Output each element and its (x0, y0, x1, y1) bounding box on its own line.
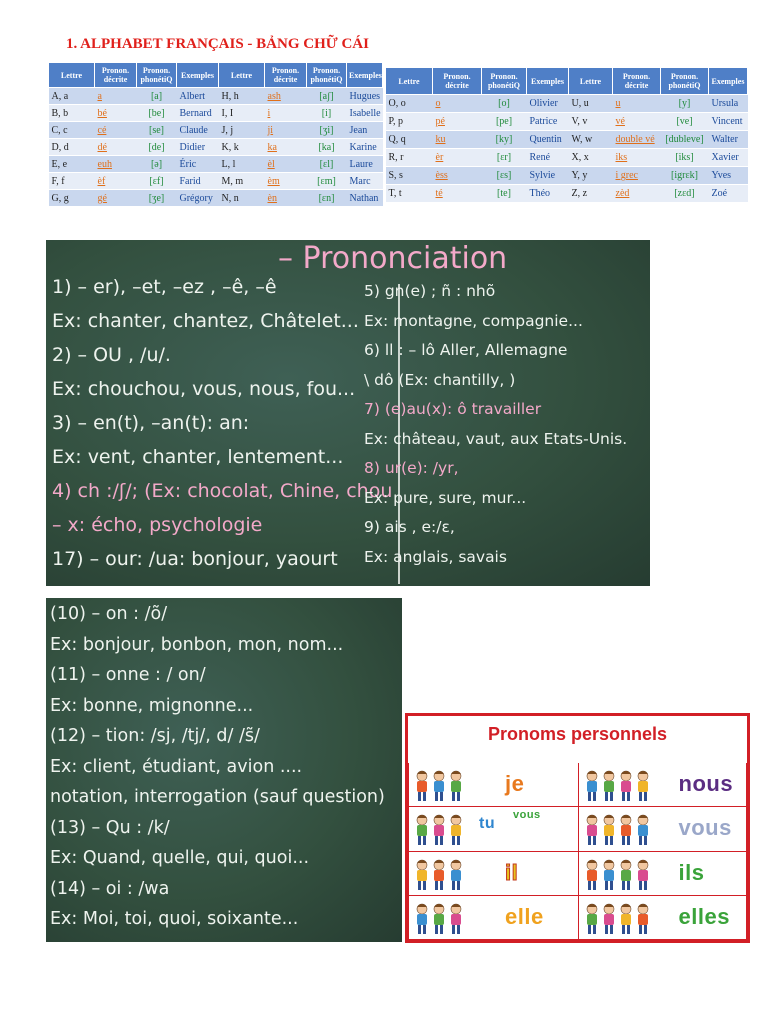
chalk-line: 6) ll : – lô Aller, Allemagne (364, 341, 568, 359)
table-cell: [y] (661, 95, 709, 113)
pronoun-label: elles (678, 903, 730, 929)
table-cell: ji (265, 122, 307, 139)
column-header: Lettre (219, 63, 265, 88)
table-header-row (386, 68, 748, 95)
table-cell: ku (433, 131, 482, 149)
table-cell: René (527, 149, 569, 167)
table-cell: Yves (709, 167, 748, 185)
chalk-line: notation, interrogation (sauf question) (50, 787, 385, 807)
table-cell: T, t (386, 185, 433, 203)
alphabet-table-right (385, 67, 748, 203)
table-cell: Karine (347, 139, 383, 156)
table-cell: Éric (177, 156, 219, 173)
people-illustration (585, 857, 655, 896)
table-row (49, 173, 383, 190)
column-header: Lettre (569, 68, 613, 95)
table-cell: S, s (386, 167, 433, 185)
table-cell: R, r (386, 149, 433, 167)
chalkboard-pronunciation (46, 240, 650, 586)
table-cell: [o] (482, 95, 527, 113)
table-cell: èr (433, 149, 482, 167)
people-illustration (415, 812, 468, 851)
table-cell: I, I (219, 105, 265, 122)
pronoun-label: nous (678, 771, 734, 796)
table-cell: [te] (482, 185, 527, 203)
table-cell: [ky] (482, 131, 527, 149)
table-cell: èn (265, 190, 307, 207)
people-illustration (585, 768, 655, 807)
table-cell: èl (265, 156, 307, 173)
table-cell: [ɛm] (307, 173, 347, 190)
table-cell: i grec (613, 167, 661, 185)
column-header: Exemples (347, 63, 383, 88)
table-cell: ka (265, 139, 307, 156)
table-cell: Walter (709, 131, 748, 149)
table-cell: Y, y (569, 167, 613, 185)
people-illustration (415, 901, 468, 940)
table-cell: u (613, 95, 661, 113)
chalk-line: Ex: bonne, mignonne... (50, 695, 254, 716)
table-cell: [dubleve] (661, 131, 709, 149)
table-cell: [be] (137, 105, 177, 122)
column-header: Pronon. phonétiQ (137, 63, 177, 88)
column-header: Lettre (49, 63, 95, 88)
table-cell: euh (95, 156, 137, 173)
pronoun-cell (408, 763, 578, 807)
table-cell: [ka] (307, 139, 347, 156)
table-row (386, 113, 748, 131)
column-header: Pronon. phonétiQ (307, 63, 347, 88)
table-row (386, 149, 748, 167)
chalk-line: 5) gn(e) ; ñ : nhõ (364, 282, 496, 300)
table-cell: V, v (569, 113, 613, 131)
table-cell: Albert (177, 88, 219, 105)
page-title: 1. ALPHABET FRANÇAIS - BẢNG CHỮ CÁI (66, 36, 369, 52)
table-cell: J, j (219, 122, 265, 139)
pronoun-label: il (505, 859, 519, 885)
table-cell: [ɛs] (482, 167, 527, 185)
table-row (386, 131, 748, 149)
table-cell: [ə] (137, 156, 177, 173)
table-cell: Hugues (347, 88, 383, 105)
people-illustration (415, 768, 468, 807)
table-row (49, 88, 383, 105)
column-header: Pronon. phonétiQ (661, 68, 709, 95)
chalk-line: Ex: Quand, quelle, qui, quoi... (50, 848, 310, 868)
table-cell: [iks] (661, 149, 709, 167)
table-cell: [se] (137, 122, 177, 139)
table-cell: cé (95, 122, 137, 139)
table-cell: o (433, 95, 482, 113)
pronoun-cell (578, 852, 748, 896)
chalk-line: Ex: anglais, savais (364, 547, 507, 566)
chalk-line: (14) – oi : /wa (50, 878, 170, 899)
chalk-line: 9) ais , e:/ɛ, (364, 518, 455, 536)
chalk-line: Ex: vent, chanter, lentement... (52, 446, 344, 468)
table-cell: B, b (49, 105, 95, 122)
people-illustration (585, 812, 655, 851)
chalk-line: Ex: pure, sure, mur... (364, 488, 527, 507)
table-row (49, 122, 383, 139)
pronoun-cell (578, 763, 748, 807)
table-cell: gé (95, 190, 137, 207)
chalk-line: Ex: montagne, compagnie... (364, 311, 583, 330)
chalk-line: 17) – our: /ua: bonjour, yaourt (52, 548, 338, 570)
chalk-line: 8) ur(e): /yr, (364, 459, 459, 477)
table-cell: P, p (386, 113, 433, 131)
table-cell: Patrice (527, 113, 569, 131)
chalk-line: Ex: bonjour, bonbon, mon, nom... (50, 634, 344, 655)
table-cell: Laure (347, 156, 383, 173)
table-cell: [ɛl] (307, 156, 347, 173)
table-cell: L, l (219, 156, 265, 173)
people-illustration (415, 857, 468, 896)
table-cell: Bernard (177, 105, 219, 122)
chalk-line: 3) – en(t), –an(t): an: (52, 412, 250, 434)
table-cell: double vé (613, 131, 661, 149)
table-cell: a (95, 88, 137, 105)
table-row (49, 139, 383, 156)
column-header: Pronon. décrite (613, 68, 661, 95)
table-cell: èm (265, 173, 307, 190)
chalk-line: 7) (e)au(x): ô travailler (364, 400, 542, 418)
table-cell: [aʃ] (307, 88, 347, 105)
table-cell: G, g (49, 190, 95, 207)
table-cell: Sylvie (527, 167, 569, 185)
pronoun-cell (408, 896, 578, 940)
chalk-line: 1) – er), –et, –ez , –ê, –ê (52, 276, 277, 298)
table-cell: bé (95, 105, 137, 122)
table-cell: [i] (307, 105, 347, 122)
table-cell: dé (95, 139, 137, 156)
table-cell: té (433, 185, 482, 203)
table-cell: zèd (613, 185, 661, 203)
chalk-line: (13) – Qu : /k/ (50, 817, 170, 838)
table-cell: K, k (219, 139, 265, 156)
table-cell: pé (433, 113, 482, 131)
table-row (386, 167, 748, 185)
table-cell: i (265, 105, 307, 122)
pronoun-label: elle (505, 903, 544, 929)
column-header: Exemples (709, 68, 748, 95)
table-cell: U, u (569, 95, 613, 113)
table-row (49, 190, 383, 207)
table-cell: [ɛr] (482, 149, 527, 167)
table-row (386, 185, 748, 203)
chalk-line: Ex: château, vaut, aux Etats-Unis. (364, 429, 628, 448)
table-cell: Quentin (527, 131, 569, 149)
pronouns-grid (408, 763, 747, 940)
chalkboard-pronunciation-2 (46, 598, 402, 942)
table-cell: Nathan (347, 190, 383, 207)
pronoun-label: ils (678, 859, 705, 885)
column-header: Lettre (386, 68, 433, 95)
table-cell: Grégory (177, 190, 219, 207)
table-cell: [a] (137, 88, 177, 105)
column-header: Exemples (527, 68, 569, 95)
table-cell: X, x (569, 149, 613, 167)
pronoun-cell (408, 807, 578, 851)
table-cell: Xavier (709, 149, 748, 167)
chalk-line: (12) – tion: /sj, /tj/, d/ /s̃/ (50, 726, 260, 746)
table-cell: E, e (49, 156, 95, 173)
chalk-line: Ex: chanter, chantez, Châtelet... (52, 310, 359, 332)
chalk-line: 2) – OU , /u/. (52, 344, 171, 366)
table-cell: W, w (569, 131, 613, 149)
table-cell: Zoé (709, 185, 748, 203)
table-cell: Ursula (709, 95, 748, 113)
table-cell: A, a (49, 88, 95, 105)
table-cell: Vincent (709, 113, 748, 131)
table-cell: [ve] (661, 113, 709, 131)
pronoun-label: tu (479, 815, 496, 833)
table-cell: iks (613, 149, 661, 167)
table-cell: O, o (386, 95, 433, 113)
table-cell: Z, z (569, 185, 613, 203)
table-cell: vé (613, 113, 661, 131)
table-cell: Marc (347, 173, 383, 190)
pronoun-label: je (505, 771, 525, 796)
table-cell: èss (433, 167, 482, 185)
pronoun-label: vous (678, 815, 732, 841)
column-header: Pronon. décrite (433, 68, 482, 95)
column-header: Pronon. décrite (265, 63, 307, 88)
pronoms-personnels-chart (405, 713, 750, 943)
table-cell: F, f (49, 173, 95, 190)
table-cell: Claude (177, 122, 219, 139)
pronoun-cell (578, 896, 748, 940)
table-cell: H, h (219, 88, 265, 105)
chalk-line: (11) – onne : / on/ (50, 665, 206, 685)
table-cell: [ʒi] (307, 122, 347, 139)
table-cell: Théo (527, 185, 569, 203)
table-header-row (49, 63, 383, 88)
table-cell: M, m (219, 173, 265, 190)
column-header: Pronon. décrite (95, 63, 137, 88)
column-header: Exemples (177, 63, 219, 88)
table-row (49, 156, 383, 173)
chalk-line: Ex: Moi, toi, quoi, soixante... (50, 909, 299, 929)
table-cell: [ɛf] (137, 173, 177, 190)
chalk-line: Ex: client, étudiant, avion .... (50, 756, 303, 777)
column-header: Pronon. phonétiQ (482, 68, 527, 95)
chalk-line: 4) ch :/ʃ/; (Ex: chocolat, Chine, chou (52, 480, 393, 502)
table-cell: N, n (219, 190, 265, 207)
table-cell: Isabelle (347, 105, 383, 122)
chalk-line: – x: écho, psychologie (52, 514, 263, 536)
chalk-line: Ex: chouchou, vous, nous, fou... (52, 378, 356, 400)
table-cell: D, d (49, 139, 95, 156)
chalk-line: \ dô (Ex: chantilly, ) (364, 370, 516, 389)
table-cell: C, c (49, 122, 95, 139)
table-cell: Farid (177, 173, 219, 190)
table-cell: [ʒe] (137, 190, 177, 207)
table-cell: èf (95, 173, 137, 190)
table-cell: Olivier (527, 95, 569, 113)
pronoun-label-extra: vous (513, 809, 541, 822)
chalk-line: (10) – on : /õ/ (50, 604, 168, 624)
pronouns-title: Pronoms personnels (487, 724, 668, 744)
table-cell: [ɛn] (307, 190, 347, 207)
table-cell: [pe] (482, 113, 527, 131)
chalkboard-heading: – Prononciation (278, 241, 508, 276)
table-cell: [igrɛk] (661, 167, 709, 185)
alphabet-table-left (48, 62, 383, 207)
people-illustration (585, 901, 655, 940)
table-cell: ash (265, 88, 307, 105)
table-cell: [de] (137, 139, 177, 156)
table-cell: Jean (347, 122, 383, 139)
table-cell: Didier (177, 139, 219, 156)
table-cell: Q, q (386, 131, 433, 149)
table-row (386, 95, 748, 113)
pronoun-cell (408, 852, 578, 896)
pronoun-cell (578, 807, 748, 851)
table-row (49, 105, 383, 122)
table-cell: [zɛd] (661, 185, 709, 203)
